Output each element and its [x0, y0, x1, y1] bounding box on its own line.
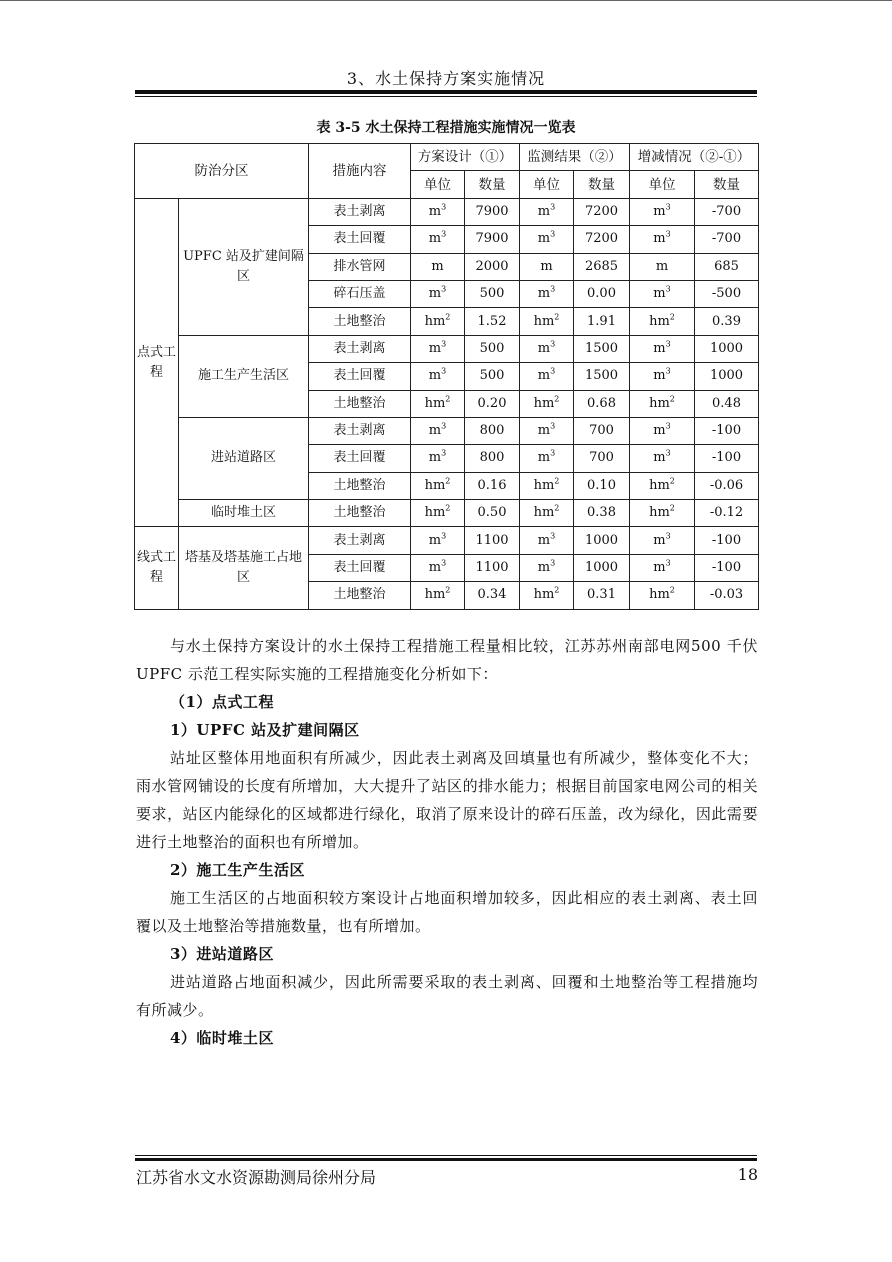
subheading-temp-soil: 4）临时堆土区	[170, 1029, 274, 1047]
paragraph-upfc: 站址区整体用地面积有所减少，因此表土剥离及回填量也有所减少，整体变化不大；雨水管网铺设的长度有所增加，大大提升了站区的排水能力；根据目前国家电网公司的相关要求，站区内能绿化的区域都进行绿化，取消了原来设计的碎石压盖，改为绿化，因此需要进行土地整治的面积也有所增加。	[136, 749, 758, 851]
measure-cell: 土地整治	[309, 390, 411, 417]
change-qty-cell: -0.03	[695, 582, 759, 609]
paragraph-construction-area: 施工生活区的占地面积较方案设计占地面积增加较多，因此相应的表土剥离、表土回覆以及土地整治等措施数量，也有所增加。	[136, 889, 758, 935]
change-qty-cell: -700	[695, 198, 759, 225]
measure-cell: 排水管网	[309, 253, 411, 280]
zone-cell: 临时堆土区	[179, 500, 309, 527]
change-qty-cell: 685	[695, 253, 759, 280]
header-change: 增减情况（②-①）	[630, 144, 759, 171]
unit-cell: $m^3$	[630, 445, 695, 472]
measure-cell: 表土剥离	[309, 335, 411, 362]
page-top-border	[0, 0, 892, 1]
unit-cell: $m^3$	[520, 226, 574, 253]
design-qty-cell: 0.20	[465, 390, 520, 417]
change-qty-cell: -100	[695, 417, 759, 444]
change-qty-cell: -100	[695, 445, 759, 472]
subheading-access-road: 3）进站道路区	[170, 945, 274, 963]
design-qty-cell: 0.16	[465, 472, 520, 499]
measure-cell: 表土剥离	[309, 417, 411, 444]
unit-cell: $m^3$	[520, 335, 574, 362]
design-qty-cell: 0.34	[465, 582, 520, 609]
unit-cell: $m^3$	[630, 335, 695, 362]
table-row	[135, 527, 759, 554]
unit-cell: $m^3$	[630, 226, 695, 253]
monitor-qty-cell: 0.10	[574, 472, 630, 499]
monitor-qty-cell: 1500	[574, 363, 630, 390]
measure-cell: 表土回覆	[309, 226, 411, 253]
monitor-qty-cell: 1500	[574, 335, 630, 362]
monitor-qty-cell: 2685	[574, 253, 630, 280]
monitor-qty-cell: 7200	[574, 226, 630, 253]
unit-cell: $hm^2$	[411, 472, 465, 499]
monitor-qty-cell: 700	[574, 445, 630, 472]
design-qty-cell: 500	[465, 363, 520, 390]
analysis-text	[136, 632, 758, 1052]
design-qty-cell: 500	[465, 335, 520, 362]
design-qty-cell: 7900	[465, 198, 520, 225]
monitor-qty-cell: 700	[574, 417, 630, 444]
change-qty-cell: -700	[695, 226, 759, 253]
unit-cell: $m^3$	[520, 445, 574, 472]
unit-cell: $m^3$	[630, 280, 695, 307]
header-unit: 单位	[630, 171, 695, 198]
unit-cell: m	[630, 253, 695, 280]
change-qty-cell: 1000	[695, 363, 759, 390]
unit-cell: $m^3$	[411, 363, 465, 390]
measure-cell: 土地整治	[309, 308, 411, 335]
measure-cell: 土地整治	[309, 582, 411, 609]
change-qty-cell: 1000	[695, 335, 759, 362]
unit-cell: $hm^2$	[520, 582, 574, 609]
monitor-qty-cell: 0.31	[574, 582, 630, 609]
measure-cell: 土地整治	[309, 472, 411, 499]
change-qty-cell: -100	[695, 554, 759, 581]
footer-organization: 江苏省水文水资源勘测局徐州分局	[136, 1168, 377, 1187]
monitor-qty-cell: 1.91	[574, 308, 630, 335]
group-cell: 点式工程	[135, 198, 179, 527]
unit-cell: $hm^2$	[630, 390, 695, 417]
change-qty-cell: 0.39	[695, 308, 759, 335]
monitor-qty-cell: 0.38	[574, 500, 630, 527]
header-rule-thin	[135, 96, 757, 97]
unit-cell: $m^3$	[411, 198, 465, 225]
table-row	[135, 335, 759, 362]
section-heading-point: （1）点式工程	[170, 693, 274, 711]
measure-cell: 表土剥离	[309, 527, 411, 554]
zone-cell: 塔基及塔基施工占地区	[179, 527, 309, 609]
page-number: 18	[737, 1165, 758, 1184]
table-header-row	[135, 144, 759, 171]
design-qty-cell: 800	[465, 417, 520, 444]
monitor-qty-cell: 0.00	[574, 280, 630, 307]
unit-cell: $m^3$	[630, 554, 695, 581]
table-caption: 表 3-5 水土保持工程措施实施情况一览表	[316, 120, 576, 136]
unit-cell: $hm^2$	[630, 582, 695, 609]
design-qty-cell: 1.52	[465, 308, 520, 335]
unit-cell: $hm^2$	[411, 500, 465, 527]
measure-cell: 表土回覆	[309, 363, 411, 390]
unit-cell: $hm^2$	[630, 308, 695, 335]
unit-cell: $m^3$	[520, 280, 574, 307]
unit-cell: $m^3$	[411, 226, 465, 253]
design-qty-cell: 0.50	[465, 500, 520, 527]
monitor-qty-cell: 1000	[574, 554, 630, 581]
header-qty: 数量	[574, 171, 630, 198]
unit-cell: m	[411, 253, 465, 280]
unit-cell: $hm^2$	[520, 390, 574, 417]
unit-cell: $hm^2$	[630, 500, 695, 527]
measure-cell: 碎石压盖	[309, 280, 411, 307]
design-qty-cell: 2000	[465, 253, 520, 280]
unit-cell: $m^3$	[411, 554, 465, 581]
unit-cell: $m^3$	[411, 417, 465, 444]
unit-cell: $hm^2$	[520, 308, 574, 335]
unit-cell: $hm^2$	[630, 472, 695, 499]
change-qty-cell: 0.48	[695, 390, 759, 417]
measure-cell: 表土剥离	[309, 198, 411, 225]
design-qty-cell: 7900	[465, 226, 520, 253]
unit-cell: $hm^2$	[520, 472, 574, 499]
header-qty: 数量	[695, 171, 759, 198]
zone-cell: 施工生产生活区	[179, 335, 309, 417]
header-qty: 数量	[465, 171, 520, 198]
unit-cell: $m^3$	[630, 527, 695, 554]
design-qty-cell: 500	[465, 280, 520, 307]
zone-cell: UPFC 站及扩建间隔区	[179, 198, 309, 335]
table-row	[135, 417, 759, 444]
unit-cell: $m^3$	[520, 363, 574, 390]
monitor-qty-cell: 1000	[574, 527, 630, 554]
unit-cell: $m^3$	[411, 445, 465, 472]
unit-cell: $hm^2$	[411, 308, 465, 335]
paragraph-access-road: 进站道路占地面积减少，因此所需要采取的表土剥离、回覆和土地整治等工程措施均有所减少。	[136, 973, 758, 1019]
unit-cell: $m^3$	[630, 417, 695, 444]
design-qty-cell: 1100	[465, 527, 520, 554]
unit-cell: $hm^2$	[411, 582, 465, 609]
monitor-qty-cell: 7200	[574, 198, 630, 225]
change-qty-cell: -500	[695, 280, 759, 307]
header-design: 方案设计（①）	[411, 144, 520, 171]
unit-cell: $m^3$	[630, 198, 695, 225]
unit-cell: $hm^2$	[411, 390, 465, 417]
table-row	[135, 500, 759, 527]
measure-cell: 表土回覆	[309, 554, 411, 581]
unit-cell: $m^3$	[411, 527, 465, 554]
unit-cell: $m^3$	[520, 527, 574, 554]
header-rule	[135, 90, 757, 94]
measure-cell: 表土回覆	[309, 445, 411, 472]
zone-cell: 进站道路区	[179, 417, 309, 499]
measures-table	[134, 143, 759, 610]
footer-rule-thin	[135, 1155, 757, 1156]
unit-cell: m	[520, 253, 574, 280]
change-qty-cell: -0.12	[695, 500, 759, 527]
unit-cell: $m^3$	[520, 417, 574, 444]
intro-paragraph: 与水土保持方案设计的水土保持工程措施工程量相比较，江苏苏州南部电网500 千伏 UPFC 示范工程实际实施的工程措施变化分析如下：	[136, 637, 758, 683]
subheading-construction-area: 2）施工生产生活区	[170, 861, 305, 879]
table-row	[135, 198, 759, 225]
unit-cell: $m^3$	[411, 335, 465, 362]
header-unit: 单位	[520, 171, 574, 198]
unit-cell: $m^3$	[520, 198, 574, 225]
monitor-qty-cell: 0.68	[574, 390, 630, 417]
change-qty-cell: -100	[695, 527, 759, 554]
subheading-upfc: 1）UPFC 站及扩建间隔区	[170, 721, 360, 739]
group-cell: 线式工程	[135, 527, 179, 609]
running-header: 3、水土保持方案实施情况	[346, 69, 546, 88]
change-qty-cell: -0.06	[695, 472, 759, 499]
header-measure: 措施内容	[309, 144, 411, 199]
footer-rule	[135, 1158, 757, 1161]
unit-cell: $m^3$	[411, 280, 465, 307]
header-unit: 单位	[411, 171, 465, 198]
unit-cell: $hm^2$	[520, 500, 574, 527]
measure-cell: 土地整治	[309, 500, 411, 527]
header-monitor: 监测结果（②）	[520, 144, 630, 171]
header-zone: 防治分区	[135, 144, 309, 199]
unit-cell: $m^3$	[630, 363, 695, 390]
design-qty-cell: 1100	[465, 554, 520, 581]
design-qty-cell: 800	[465, 445, 520, 472]
unit-cell: $m^3$	[520, 554, 574, 581]
